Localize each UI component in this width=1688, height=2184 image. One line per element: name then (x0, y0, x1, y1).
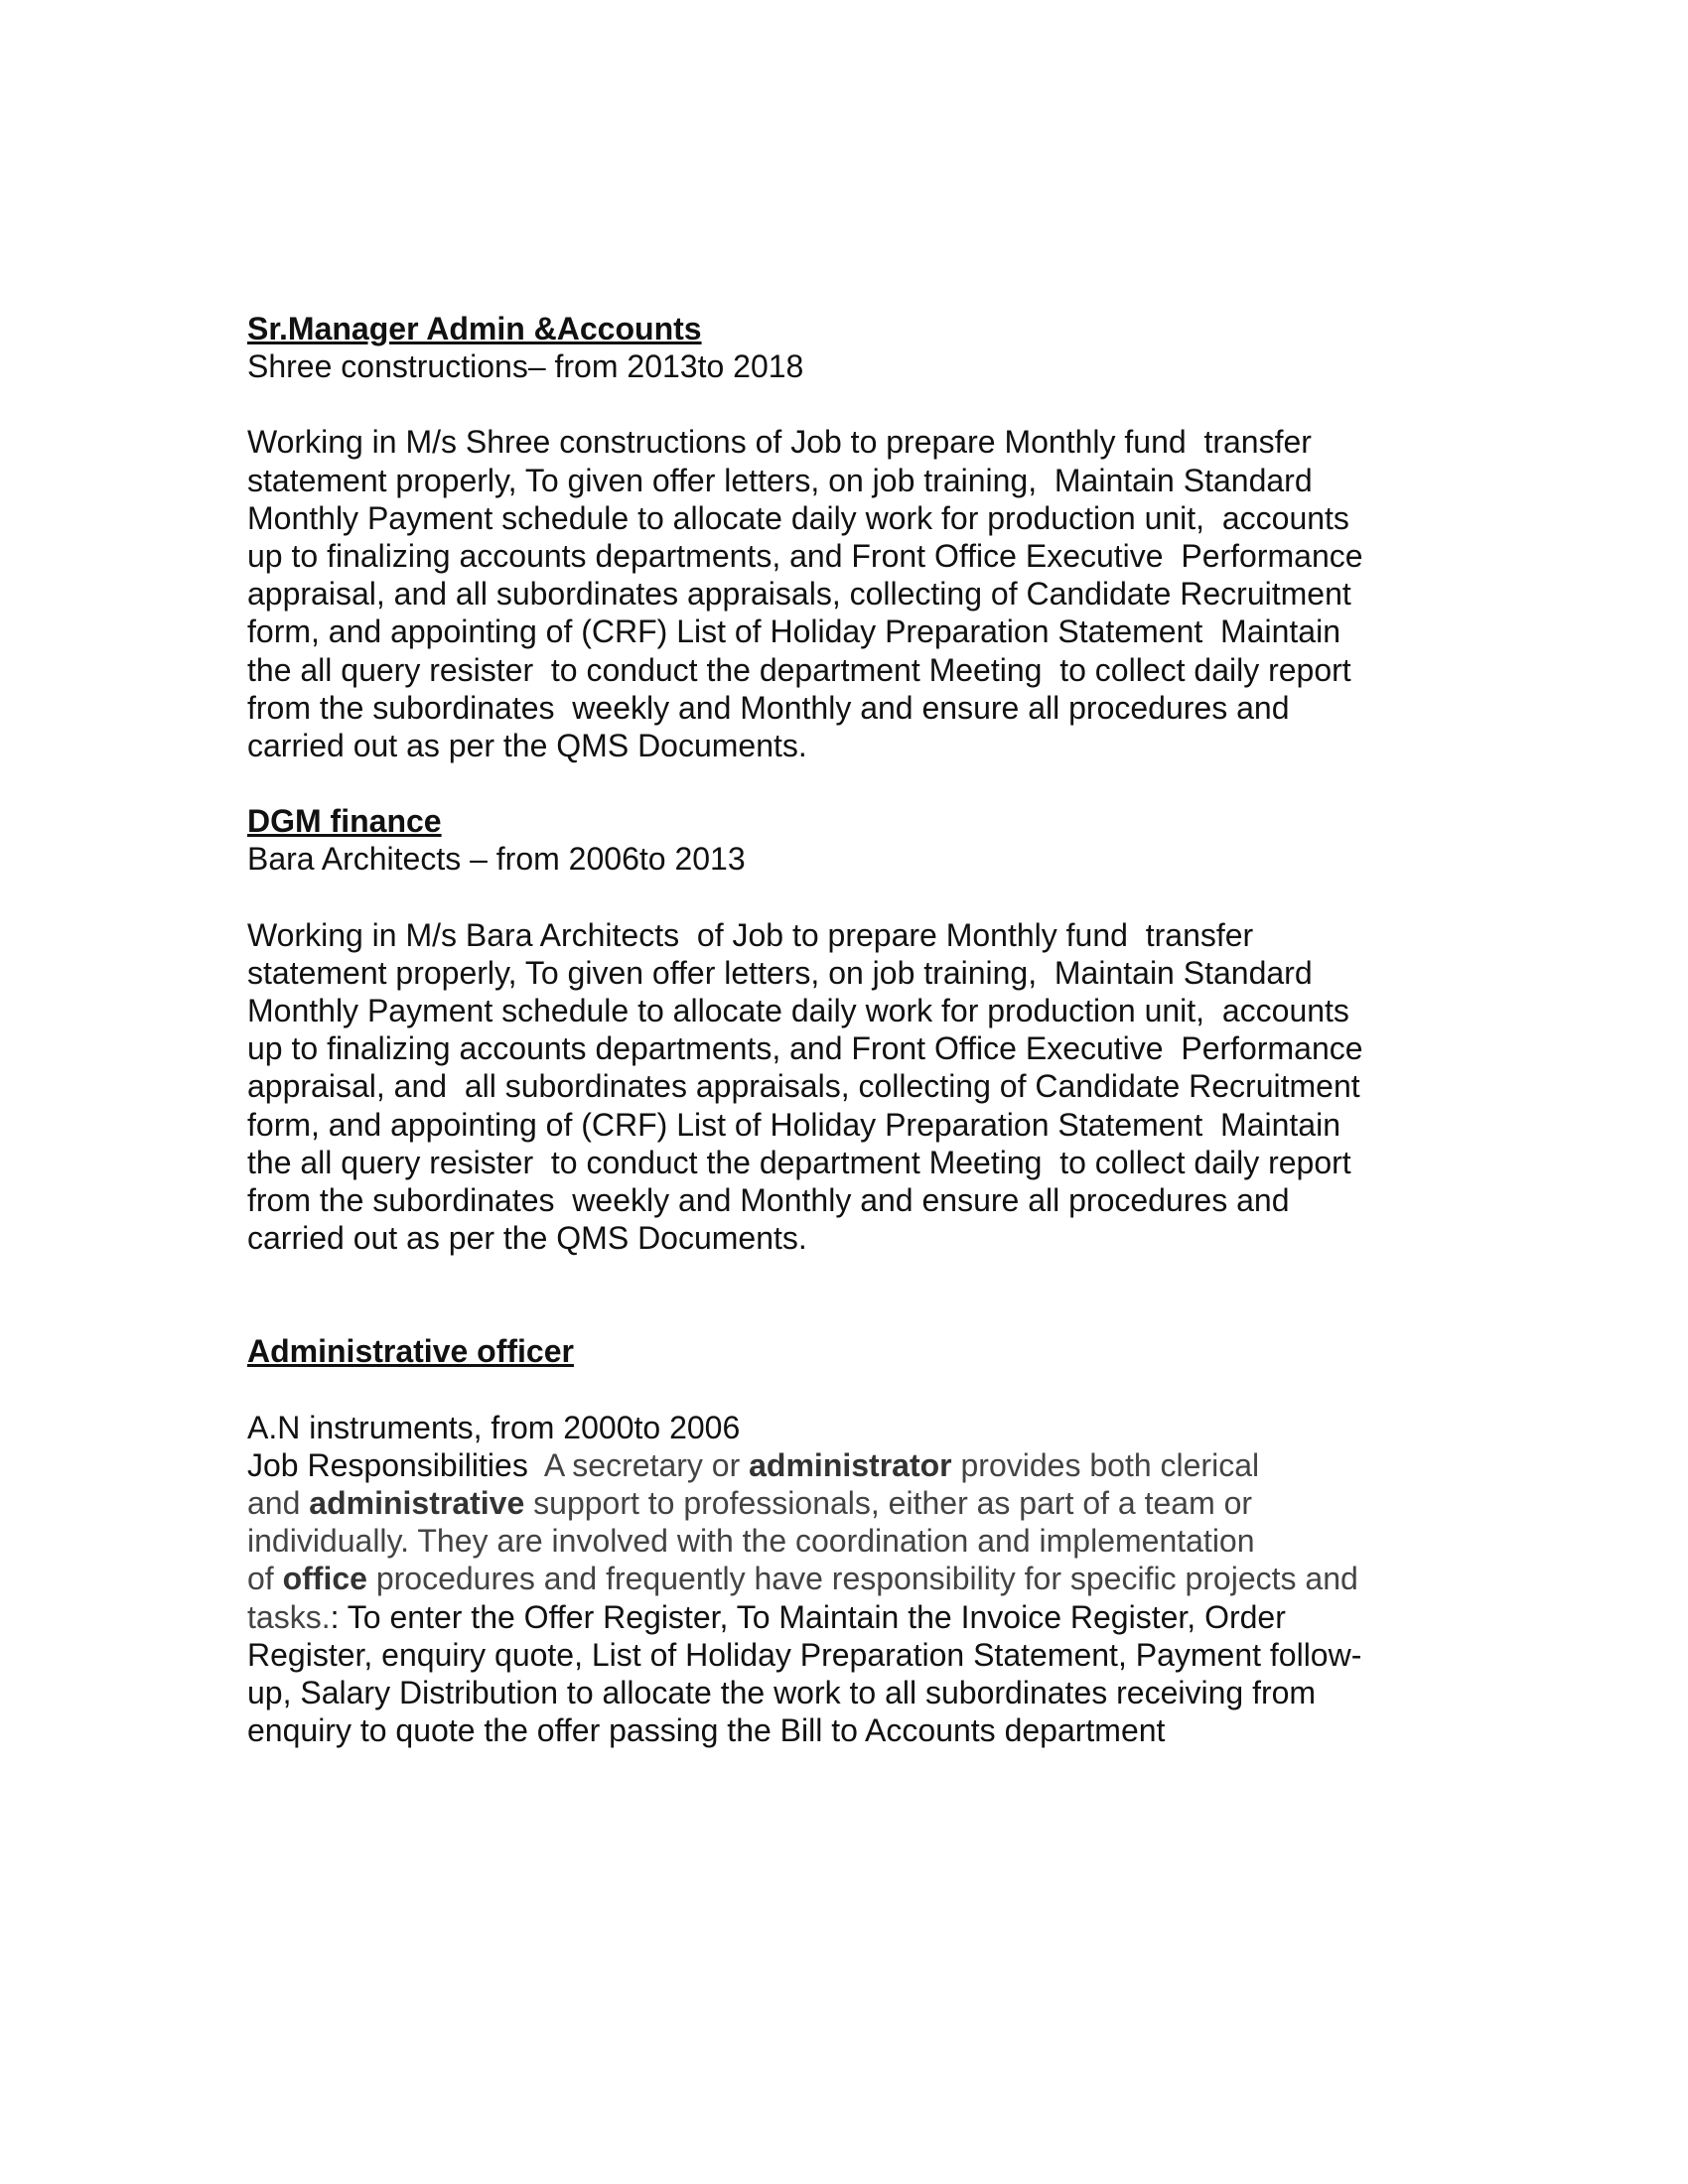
text-run: provides both clerical (951, 1446, 1260, 1483)
responsibility-line: Register, enquiry quote, List of Holiday Preparation Statement, Payment follow- (247, 1636, 1362, 1673)
description-line: appraisal, and all subordinates appraisals, collecting of Candidate Recruitment (247, 1068, 1360, 1105)
description-line: from the subordinates weekly and Monthly and ensure all procedures and (247, 689, 1290, 726)
responsibility-line: up, Salary Distribution to allocate the work to all subordinates receiving from (247, 1675, 1317, 1711)
responsibility-line (247, 1446, 1419, 1484)
description-line: Working in M/s Shree constructions of Job to prepare Monthly fund transfer (247, 424, 1312, 461)
resume-page (247, 310, 1419, 1750)
bold-term: office (282, 1561, 367, 1597)
description-line: form, and appointing of (CRF) List of Holiday Preparation Statement Maintain (247, 614, 1340, 650)
job-entry-administrative-officer (247, 1332, 1419, 1749)
company-line: Shree constructions– from 2013to 2018 (247, 348, 804, 385)
job-description (247, 423, 1419, 764)
job-entry-dgm-finance (247, 802, 1419, 1257)
description-line: the all query resister to conduct the department Meeting to collect daily report (247, 651, 1351, 688)
text-run: tasks. (247, 1598, 331, 1635)
description-line: statement properly, To given offer letters, on job training, Maintain Standard (247, 462, 1313, 498)
responsibility-line (247, 1560, 1419, 1597)
text-run: : To enter the Offer Register, To Maintain the Invoice Register, Order (330, 1598, 1286, 1635)
responsibility-line: enquiry to quote the offer passing the Bill to Accounts department (247, 1712, 1166, 1749)
text-run: and (247, 1485, 310, 1522)
responsibilities-label: Job Responsibilities (247, 1446, 544, 1483)
responsibility-line (247, 1484, 1419, 1522)
responsibility-line (247, 1598, 1419, 1636)
description-line: Working in M/s Bara Architects of Job to prepare Monthly fund transfer (247, 916, 1254, 953)
job-title: DGM finance (247, 803, 442, 840)
text-run: A secretary or (543, 1446, 750, 1483)
text-run: support to professionals, either as part of a team or (524, 1485, 1253, 1522)
job-title: Administrative officer (247, 1333, 574, 1370)
description-line: up to finalizing accounts departments, and Front Office Executive Performance (247, 1030, 1363, 1067)
bold-term: administrator (749, 1446, 952, 1483)
text-run: of (247, 1561, 283, 1597)
description-line: Monthly Payment schedule to allocate daily work for production unit, accounts (247, 499, 1349, 536)
job-title: Sr.Manager Admin &Accounts (247, 311, 702, 346)
company-line: A.N instruments, from 2000to 2006 (247, 1409, 741, 1445)
description-line: from the subordinates weekly and Monthly and ensure all procedures and (247, 1182, 1290, 1219)
description-line: Monthly Payment schedule to allocate daily work for production unit, accounts (247, 993, 1349, 1029)
description-line: appraisal, and all subordinates appraisals, collecting of Candidate Recruitment (247, 576, 1351, 613)
description-line: form, and appointing of (CRF) List of Holiday Preparation Statement Maintain (247, 1106, 1340, 1143)
job-description (247, 916, 1419, 1258)
description-line: statement properly, To given offer letters, on job training, Maintain Standard (247, 954, 1313, 991)
description-line: the all query resister to conduct the department Meeting to collect daily report (247, 1144, 1351, 1180)
description-line: carried out as per the QMS Documents. (247, 728, 807, 764)
job-responsibilities (247, 1446, 1419, 1750)
text-run: procedures and frequently have responsibility for specific projects and (366, 1561, 1358, 1597)
description-line: up to finalizing accounts departments, and Front Office Executive Performance (247, 538, 1363, 575)
description-line: carried out as per the QMS Documents. (247, 1220, 807, 1257)
bold-term: administrative (309, 1485, 525, 1522)
job-entry-sr-manager (247, 310, 1419, 764)
company-line: Bara Architects – from 2006to 2013 (247, 841, 746, 878)
responsibility-line: individually. They are involved with the coordination and implementation (247, 1523, 1255, 1560)
